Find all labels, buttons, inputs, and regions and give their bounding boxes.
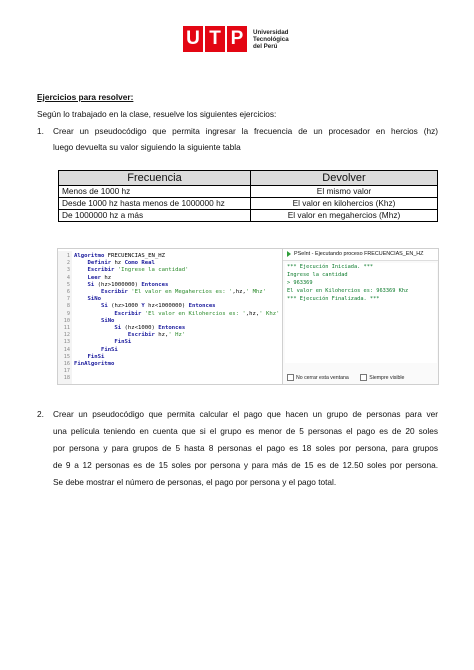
code-line-number: 13 bbox=[63, 339, 70, 346]
university-name-line: Universidad bbox=[253, 28, 289, 36]
code-line: Definir hz Como Real bbox=[87, 260, 155, 267]
section-heading: Ejercicios para resolver: bbox=[37, 92, 134, 102]
console-line: El valor en Kilohercios es: 963369 Khz bbox=[287, 288, 409, 294]
code-line-number: 15 bbox=[63, 353, 70, 360]
console-output bbox=[285, 263, 437, 363]
code-line-number: 7 bbox=[66, 296, 70, 303]
code-line: FinAlgoritmo bbox=[74, 361, 115, 367]
code-line-number: 6 bbox=[66, 289, 70, 295]
code-line: SiNo bbox=[87, 296, 101, 303]
code-line: Leer hz bbox=[87, 274, 112, 281]
code-line: Escribir 'El valor en Megahercios es: ',hz,' Mhz' bbox=[100, 289, 267, 295]
code-line-number: 18 bbox=[63, 375, 70, 382]
exercise-1-line: Crear un pseudocódigo que permita ingresar la frecuencia de un procesador en hercios (hz) bbox=[53, 126, 438, 136]
code-line-number: 1 bbox=[66, 253, 70, 259]
table-cell: De 1000000 hz a más bbox=[59, 210, 251, 222]
table-cell: El valor en megahercios (Mhz) bbox=[251, 210, 438, 222]
code-line-number: 11 bbox=[63, 325, 70, 331]
code-line-number: 9 bbox=[66, 310, 70, 317]
table-row bbox=[59, 210, 438, 222]
code-line-number: 14 bbox=[63, 346, 70, 353]
code-line: FinSi bbox=[114, 339, 132, 346]
console-line: Ingrese la cantidad bbox=[287, 272, 348, 278]
console-line: > 963369 bbox=[287, 280, 313, 286]
logo-letter-t: T bbox=[205, 26, 225, 52]
table-cell: Menos de 1000 hz bbox=[59, 186, 251, 198]
code-line: Si (hz<1000) Entonces bbox=[114, 325, 186, 331]
code-line-number: 2 bbox=[66, 260, 70, 267]
code-line: SiNo bbox=[100, 317, 115, 324]
always-visible-label: Siempre visible bbox=[369, 375, 405, 381]
pseint-screenshot bbox=[57, 248, 439, 385]
exercise-2-line: de 9 a 12 personas es de 15 soles por persona y para más de 15 es de 12.50 soles por persona. bbox=[53, 460, 438, 470]
exercise-2-line: por persona y para grupos de 5 hasta 8 personas el pago es 18 soles por persona, para grupos bbox=[53, 443, 438, 453]
code-line: Escribir hz,' Hz' bbox=[127, 332, 186, 339]
code-line-number: 5 bbox=[66, 281, 70, 288]
table-header-frecuencia: Frecuencia bbox=[59, 171, 251, 186]
code-line: Si (hz>1000 Y hz<1000000) Entonces bbox=[100, 303, 216, 310]
code-line: Si (hz>1000000) Entonces bbox=[87, 281, 169, 288]
console-line: *** Ejecución Iniciada. *** bbox=[287, 264, 374, 270]
exercise-2-note: Se debe mostrar el número de personas, el pago por persona y el pago total. bbox=[53, 477, 337, 487]
run-icon bbox=[287, 251, 291, 257]
intro-text: Según lo trabajado en la clase, resuelve los siguientes ejercicios: bbox=[37, 109, 277, 119]
code-line-number: 12 bbox=[63, 332, 70, 339]
console-title: PSeInt - Ejecutando proceso FRECUENCIAS_EN_HZ bbox=[294, 251, 424, 257]
execution-console bbox=[282, 249, 439, 384]
exercise-1-number: 1. bbox=[37, 126, 44, 136]
utp-logo bbox=[183, 26, 289, 52]
table-cell: El mismo valor bbox=[251, 186, 438, 198]
university-name-line: Tecnológica bbox=[253, 35, 289, 43]
logo-letter-p: P bbox=[227, 26, 247, 52]
code-line-number: 8 bbox=[66, 303, 70, 310]
code-line-number: 16 bbox=[63, 361, 70, 367]
console-title-bar bbox=[283, 249, 439, 261]
keep-open-checkbox[interactable] bbox=[287, 374, 294, 381]
exercise-1-line: luego devuelta su valor siguiendo la siguiente tabla bbox=[53, 142, 241, 152]
university-name-line: del Perú bbox=[253, 42, 278, 50]
exercise-2-line: una película teniendo en cuenta que si el grupo es menor de 5 personas el pago es de 20 soles bbox=[53, 426, 438, 436]
exercise-2-line: Crear un pseudocódigo que permita calcular el pago que hacen un grupo de personas para ver bbox=[53, 409, 438, 419]
code-line: FinSi bbox=[87, 353, 105, 360]
code-line-number: 10 bbox=[63, 317, 70, 324]
code-line: Escribir 'Ingrese la cantidad' bbox=[87, 267, 189, 274]
keep-open-label: No cerrar esta ventana bbox=[296, 375, 349, 381]
code-line: Algoritmo FRECUENCIAS_EN_HZ bbox=[74, 253, 165, 259]
table-row bbox=[59, 198, 438, 210]
table-header-row bbox=[59, 171, 438, 186]
always-visible-checkbox[interactable] bbox=[360, 374, 367, 381]
table-cell: El valor en kilohercios (Khz) bbox=[251, 198, 438, 210]
code-line-number: 4 bbox=[66, 274, 70, 281]
exercise-2-number: 2. bbox=[37, 409, 44, 419]
logo-letter-u: U bbox=[183, 26, 203, 52]
university-name bbox=[253, 29, 289, 50]
table-header-devolver: Devolver bbox=[251, 171, 438, 186]
code-line: Escribir 'El valor en Kilohercios es: ',hz,' Khz' bbox=[114, 310, 280, 317]
console-options bbox=[283, 373, 439, 384]
table-row bbox=[59, 186, 438, 198]
code-line: FinSi bbox=[100, 346, 118, 353]
code-editor bbox=[58, 249, 280, 384]
code-line-number: 3 bbox=[66, 267, 70, 274]
code-line-number: 17 bbox=[63, 368, 70, 375]
table-cell: Desde 1000 hz hasta menos de 1000000 hz bbox=[59, 198, 251, 210]
frequency-table bbox=[58, 170, 438, 222]
console-line: *** Ejecución Finalizada. *** bbox=[287, 296, 380, 302]
